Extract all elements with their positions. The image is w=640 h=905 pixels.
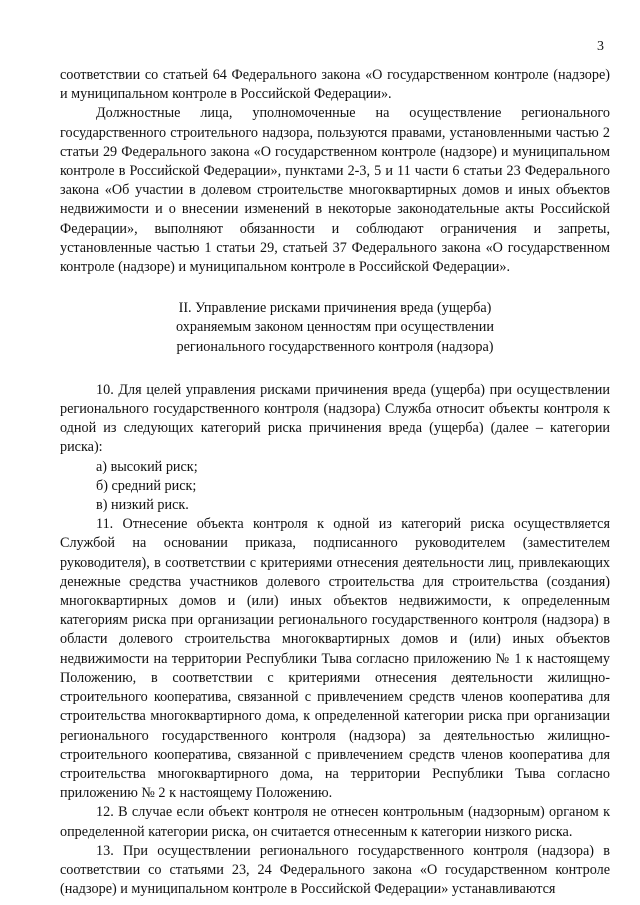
paragraph-item-11: 11. Отнесение объекта контроля к одной из категорий риска осуществляется Службой на основании приказа, подписанного руководителем (заместителем руководителя), в соответствии с критериями отнесения деятельности лиц, привлекающих денежные средства участников долевого строительства для строительства (создания) многоквартирных домов и (или) иных объектов недвижимости, к определенным категориям риска при организации регионального государственного контроля (надзора) в области долевого строительства многоквартирных домов и (или) иных объектов недвижимости на территории Республики Тыва согласно приложению № 1 к настоящему Положению, в соответствии с критериями отнесения деятельности жилищно-строительного кооператива, связанной с привлечением средств членов кооператива для строительства многоквартирного дома, к определенной категории риска при организации регионального государственного контроля (надзора) за деятельностью жилищно-строительного кооператива, связанной с привлечением средств членов кооператива для строительства многоквартирного дома, на территории Республики Тыва согласно приложению № 2 к настоящему Положению. — [60, 516, 610, 802]
risk-list-item-high: а) высокий риск; — [96, 458, 198, 475]
paragraph-continuation: соответствии со статьей 64 Федерального закона «О государственном контроле (надзоре) и муниципальном контроле в Российской Федерации». — [60, 67, 610, 103]
paragraph-item-12: 12. В случае если объект контроля не отнесен контрольным (надзорным) органом к определенной категории риска, он считается отнесенным к категории низкого риска. — [60, 804, 610, 840]
section-heading — [60, 299, 610, 357]
risk-list-item-low: в) низкий риск. — [96, 497, 189, 514]
paragraph-item-13: 13. При осуществлении регионального государственного контроля (надзора) в соответствии со статьями 23, 24 Федерального закона «О государственном контроле (надзоре) и муниципальном контроле в Российской Федерации» устанавливаются — [60, 842, 610, 898]
section-heading-line-3: регионального государственного контроля (надзора) — [176, 338, 494, 355]
section-heading-line-1: II. Управление рисками причинения вреда (ущерба) — [178, 300, 492, 317]
page-number: 3 — [597, 39, 604, 54]
paragraph-item-10: 10. Для целей управления рисками причинения вреда (ущерба) при осуществлении регионального государственного контроля (надзора) Служба относит объекты контроля к одной из следующих категорий риска причинения вреда (ущерба) (далее – категории риска): — [60, 381, 610, 456]
section-heading-line-2: охраняемым законом ценностям при осуществлении — [176, 319, 494, 336]
document-body — [60, 66, 610, 899]
risk-list-item-medium: б) средний риск; — [96, 477, 197, 494]
paragraph-officials-rights: Должностные лица, уполномоченные на осуществление регионального государственного строительного надзора, пользуются правами, установленными частью 2 статьи 29 Федерального закона «О государственном контроле (надзоре) и муниципальном контроле в Российской Федерации», пунктами 2-3, 5 и 11 части 6 статьи 23 Федерального закона «Об участии в долевом строительстве многоквартирных домов и иных объектов недвижимости и о внесении изменений в некоторые законодательные акты Российской Федерации», выполняют обязанности и соблюдают ограничения и запреты, установленные частью 1 статьи 29, статьей 37 Федерального закона «О государственном контроле (надзоре) и муниципальном контроле в Российской Федерации». — [60, 105, 610, 276]
